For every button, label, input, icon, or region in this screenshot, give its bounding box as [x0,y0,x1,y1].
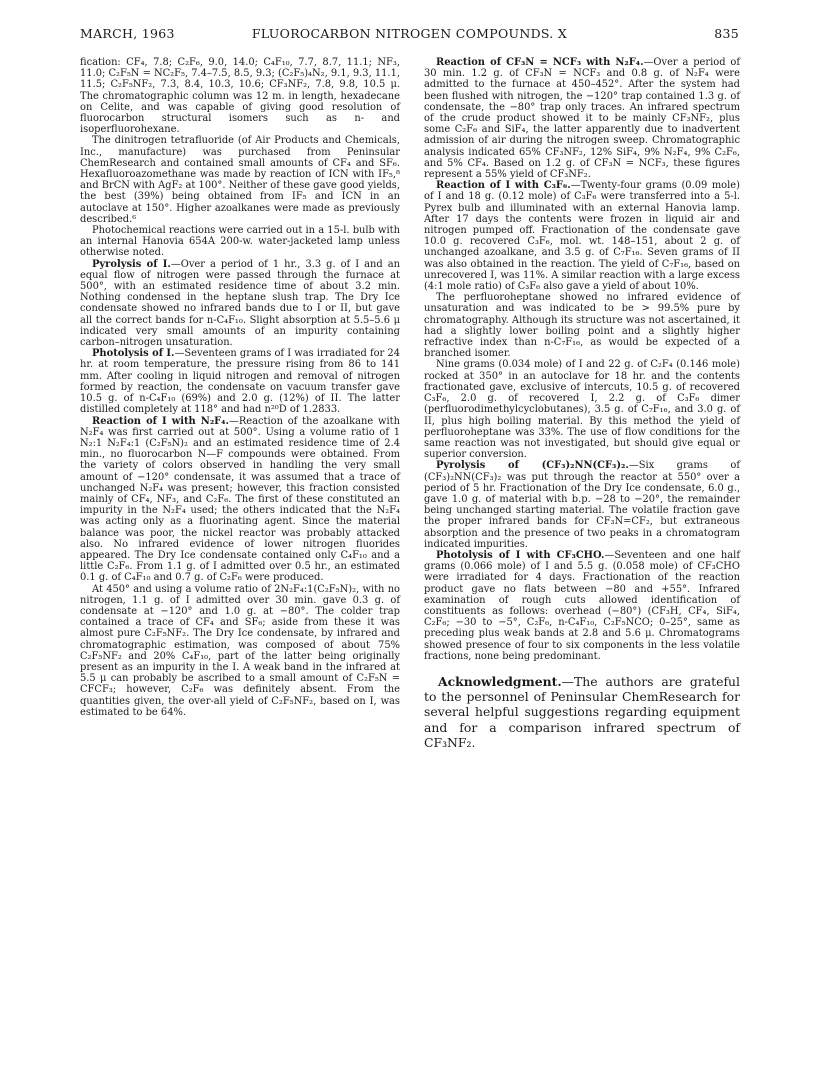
acknowledgment: Acknowledgment.—The authors are grateful to the personnel of Peninsular ChemResearch for several helpful suggestions regarding equipment and for a comparison infrared spectrum of CF₃NF₂. [424,673,740,750]
paragraph-heading: Reaction of I with N₂F₄. [92,415,229,427]
paragraph-heading: Pyrolysis of I. [92,258,171,270]
paragraph: Reaction of I with C₃F₆.—Twenty-four grams (0.09 mole) of I and 18 g. (0.12 mole) of C₃F₆ were transferred into a 5-l. Pyrex bulb and illuminated with an external Hanovia lamp. After 17 days the contents were frozen in liquid air and nitrogen pumped off. Fractionation of the condensate gave 10.0 g. recovered C₃F₆, mol. wt. 148–151, about 2 g. of unchanged azoalkane, and 3.5 g. of C₇F₁₆. Seven grams of II was also obtained in the reaction. The yield of C₇F₁₆, based on unrecovered I, was 11%. A similar reaction with a large excess (4:1 mole ratio) of C₃F₆ also gave a yield of about 10%. [424,180,740,293]
paragraph: Pyrolysis of I.—Over a period of 1 hr., 3.3 g. of I and an equal flow of nitrogen were passed through the furnace at 500°, with an estimated residence time of about 3.2 min. Nothing condensed in the heptane slush trap. The Dry Ice condensate showed no infrared bands due to I or II, but gave all the correct bands for n-C₄F₁₀. Slight absorption at 5.5–5.6 μ indicated very small amounts of an impurity containing carbon–nitrogen unsaturation. [80,258,400,349]
paragraph: Photolysis of I with CF₃CHO.—Seventeen and one half grams (0.066 mole) of I and 5.5 g. (0.058 mole) of CF₃CHO were irradiated for 4 days. Fractionation of the reaction product gave no flats between −80 and +55°. Infrared examination of rough cuts allowed identification of constituents as follows: overhead (−80°) (CF₃H, CF₄, SiF₄, C₂F₆; −30 to −5°, C₂F₆, n-C₄F₁₀, C₂F₅NCO; 0–25°, same as preceding plus weak bands at 2.8 and 5.6 μ. Chromatograms showed presence of four to six components in the less volatile fractions, none being predominant. [424,549,740,662]
paragraph-heading: Pyrolysis of (CF₃)₂NN(CF₃)₂. [436,460,629,472]
header-title: FLUOROCARBON NITROGEN COMPOUNDS. X [251,26,568,41]
left-column [80,57,400,718]
right-column [424,57,740,750]
paragraph: fication: CF₄, 7.8; C₂F₆, 9.0, 14.0; C₄F₁₀, 7.7, 8.7, 11.1; NF₃, 11.0; C₂F₅N = NC₂F₅, 7.4–7.5, 8.5, 9.3; (C₂F₅)₄N₂, 9.1, 9.3, 11.1, 11.5; C₂F₅NF₂, 7.3, 8.4, 10.3, 10.6; CF₃NF₂, 7.8, 9.8, 10.5 μ. The chromatographic column was 12 m. in length, hexadecane on Celite, and was capable of giving good resolution of fluorocarbon structural isomers such as n- and isoperfluorohexane. [80,57,400,136]
paragraph: Photolysis of I.—Seventeen grams of I was irradiated for 24 hr. at room temperature, the pressure rising from 86 to 141 mm. After cooling in liquid nitrogen and removal of nitrogen formed by reaction, the condensate on vacuum transfer gave 10.5 g. of n-C₄F₁₀ (69%) and 2.0 g. (12%) of II. The latter distilled completely at 118° and had n²⁰D of 1.2833. [80,348,400,416]
page-number: 835 [714,26,739,41]
header-date: MARCH, 1963 [80,26,175,41]
paragraph: Reaction of I with N₂F₄.—Reaction of the azoalkane with N₂F₄ was first carried out at 500°. Using a volume ratio of 1 N₂:1 N₂F₄:1 (C₂F₅N)₂ and an estimated residence time of 2.4 min., no fluorocarbon N—F compounds were obtained. From the variety of colors observed in handling the very small amount of −120° condensate, it was assumed that a trace of unchanged N₂F₄ was present; however, this fraction consisted mainly of CF₄, NF₃, and C₂F₆. The first of these constituted an impurity in the N₂F₄ used; the others indicated that the N₂F₄ was acting only as a fluorinating agent. Since the material balance was poor, the nickel reactor was probably attacked also. No infrared evidence of lower nitrogen fluorides appeared. The Dry Ice condensate contained only C₄F₁₀ and a little C₂F₆. From 1.1 g. of I admitted over 0.5 hr., an estimated 0.1 g. of C₄F₁₀ and 0.7 g. of C₂F₆ were produced. [80,415,400,584]
paragraph: Reaction of CF₃N = NCF₃ with N₂F₄.—Over a period of 30 min. 1.2 g. of CF₃N = NCF₃ and 0.8 g. of N₂F₄ were admitted to the furnace at 450–452°. After the system had been flushed with nitrogen, the −120° trap contained 1.3 g. of condensate, the −80° trap only traces. An infrared spectrum of the crude product showed it to be mainly CF₃NF₂, plus some C₂F₆ and SiF₄, the latter apparently due to inadvertent admission of air during the nitrogen sweep. Chromatographic analysis indicated 65% CF₃NF₂, 12% SiF₄, 9% N₂F₄, 9% C₂F₆, and 5% CF₄. Based on 1.2 g. of CF₃N = NCF₃, these figures represent a 55% yield of CF₃NF₂. [424,57,740,181]
paragraph: The dinitrogen tetrafluoride (of Air Products and Chemicals, Inc., manufacture) was purchased from Peninsular ChemResearch and contained small amounts of CF₄ and SF₆. Hexafluoroazomethane was made by reaction of ICN with IF₅,⁸ and BrCN with AgF₂ at 100°. Neither of these gave good yields, the best (39%) being obtained from IF₅ and ICN in an autoclave at 150°. Higher azoalkanes were made as previously described.⁶ [80,135,400,225]
running-header [80,26,739,42]
paragraph: At 450° and using a volume ratio of 2N₂F₄:1(C₂F₅N)₂, with no nitrogen, 1.1 g. of I admitted over 30 min. gave 0.3 g. of condensate at −120° and 1.0 g. at −80°. The colder trap contained a trace of CF₄ and SF₆; aside from these it was almost pure C₂F₅NF₂. The Dry Ice condensate, by infrared and chromatographic estimation, was composed of about 75% C₂F₅NF₂ and 20% C₄F₁₀, part of the latter being originally present as an impurity in the I. A weak band in the infrared at 5.5 μ can probably be ascribed to a small amount of C₂F₅N = CFCF₃; however, C₂F₆ was definitely absent. From the quantities given, the over-all yield of C₂F₅NF₂, based on I, was estimated to be 64%. [80,583,400,718]
paragraph: The perfluoroheptane showed no infrared evidence of unsaturation and was indicated to be > 99.5% pure by chromatography. Although its structure was not ascertained, it had a slightly lower boiling point and a slightly higher refractive index than n-C₇F₁₆, as would be expected of a branched isomer. [424,292,740,360]
paragraph-heading: Photolysis of I. [92,348,175,360]
paragraph-heading: Reaction of CF₃N = NCF₃ with N₂F₄. [436,57,644,68]
paragraph: Photochemical reactions were carried out in a 15-l. bulb with an internal Hanovia 654A 200-w. water-jacketed lamp unless otherwise noted. [80,225,400,259]
paragraph: Nine grams (0.034 mole) of I and 22 g. of C₂F₄ (0.146 mole) rocked at 350° in an autoclave for 18 hr. and the contents fractionated gave, exclusive of intercuts, 10.5 g. of recovered C₃F₆, 2.0 g. of recovered I, 2.2 g. of C₃F₆ dimer (perfluorodimethylcyclobutanes), 3.5 g. of C₇F₁₆, and 3.0 g. of II, plus high boiling material. By this method the yield of perfluoroheptane was 33%. The use of flow conditions for the same reaction was not investigated, but should give equal or superior conversion. [424,359,740,461]
acknowledgment-heading: Acknowledgment. [438,673,562,689]
paragraph-heading: Photolysis of I with CF₃CHO. [436,549,605,561]
paragraph: Pyrolysis of (CF₃)₂NN(CF₃)₂.—Six grams of (CF₃)₂NN(CF₃)₂ was put through the reactor at 550° over a period of 5 hr. Fractionation of the Dry Ice condensate, 6.0 g., gave 1.0 g. of material with b.p. −28 to −20°, the remainder being unchanged starting material. The volatile fraction gave the proper infrared bands for CF₃N=CF₂, but extraneous absorption and the presence of two peaks in a chromatogram indicated impurities. [424,460,741,550]
paragraph-heading: Reaction of I with C₃F₆. [436,180,571,192]
